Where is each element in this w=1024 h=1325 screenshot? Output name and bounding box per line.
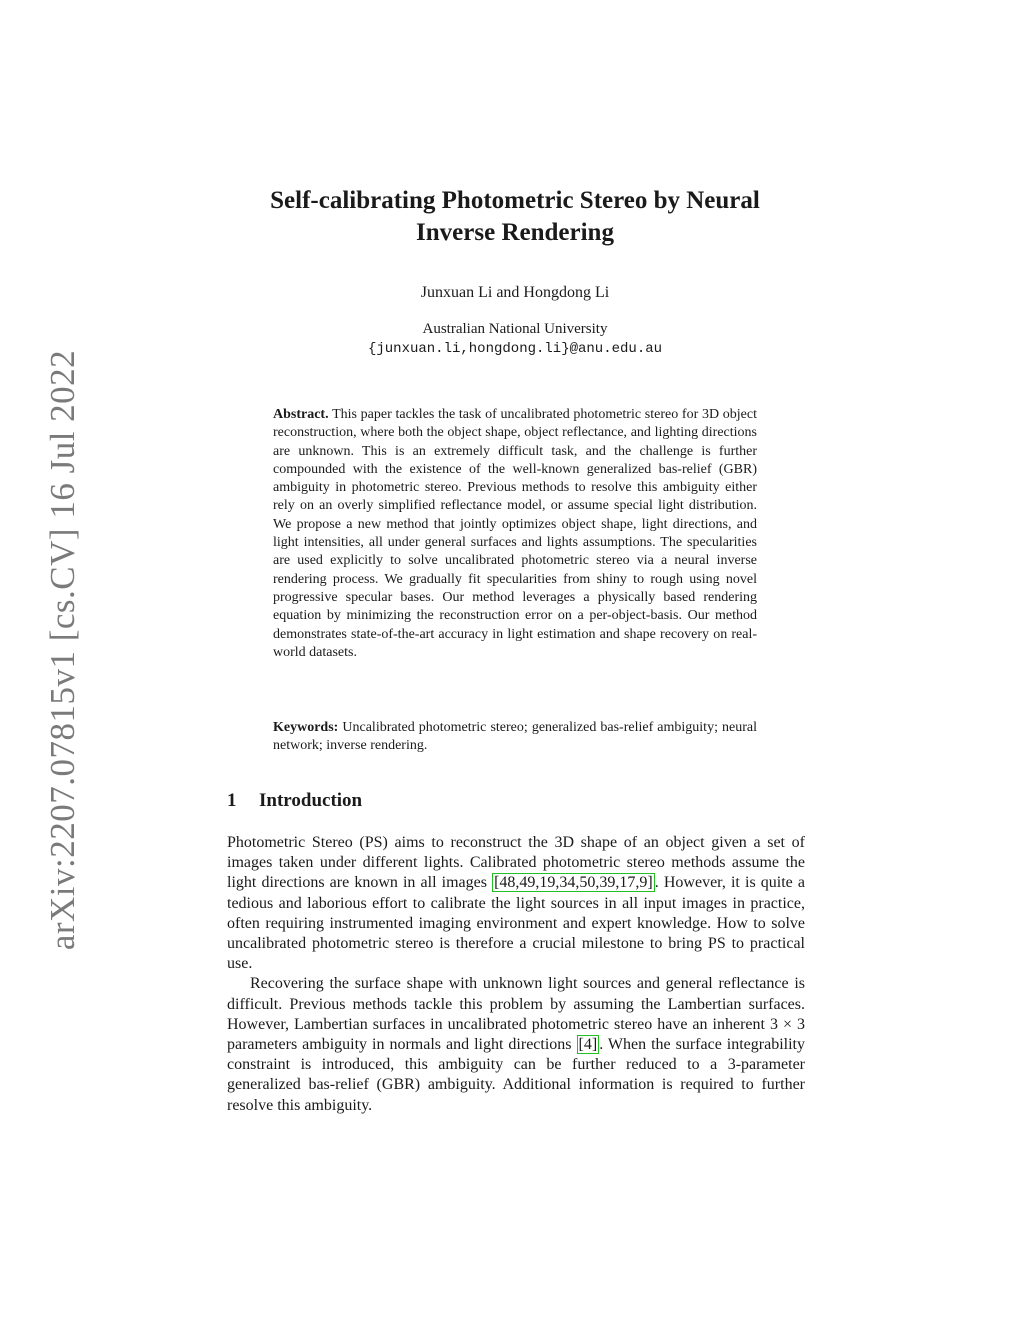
paper-title: [200, 185, 830, 249]
para1-text-b: . However, it is quite a tedious and laborious effort to calibrate the light sources in all input images in practice, often requiring instrumented imaging environment and expert knowledge. How to solve uncalibrated photometric stereo is therefore a crucial milestone to bring PS to practical use.: [227, 874, 805, 973]
title-line-2: Inverse Rendering: [416, 219, 614, 246]
body-text: [227, 833, 805, 1116]
abstract-label: Abstract.: [273, 407, 329, 422]
abstract: [273, 406, 757, 662]
keywords-text: Uncalibrated photometric stereo; generalized bas-relief ambiguity; neural network; inverse rendering.: [273, 720, 757, 754]
section-title: Introduction: [259, 790, 363, 811]
paragraph-1: [227, 833, 805, 974]
keywords-label: Keywords:: [273, 720, 339, 735]
paragraph-2: [227, 974, 805, 1115]
authors: Junxuan Li and Hongdong Li: [420, 284, 610, 301]
author-email: {junxuan.li,hongdong.li}@anu.edu.au: [367, 341, 663, 357]
para2-text-b: . When the surface integrability constraint is introduced, this ambiguity can be further reduced to a 3-parameter generalized bas-relief (GBR) ambiguity. Additional information is required to further resolve this ambiguity.: [227, 1036, 805, 1114]
affiliation: Australian National University: [422, 321, 608, 337]
arxiv-stamp: arXiv:2207.07815v1 [cs.CV] 16 Jul 2022: [43, 349, 82, 951]
affiliation-block: [200, 319, 830, 359]
para1-text-a: Photometric Stereo (PS) aims to reconstruct the 3D shape of an object given a set of images taken under different lights. Calibrated photometric stereo methods assume the light directions are known in all images: [227, 834, 805, 892]
para2-text-a: Recovering the surface shape with unknown light sources and general reflectance is difficult. Previous methods tackle this problem by assuming the Lambertian surfaces. However, Lambertian surfaces in uncalibrated photometric stereo have an inherent 3 × 3 parameters ambiguity in normals and light directions: [227, 975, 805, 1054]
citation-link[interactable]: [4]: [578, 1036, 598, 1054]
title-line-1: Self-calibrating Photometric Stereo by Neural: [270, 187, 760, 214]
section-heading: [227, 790, 362, 812]
abstract-text: This paper tackles the task of uncalibrated photometric stereo for 3D object reconstruction, where both the object shape, object reflectance, and lighting directions are unknown. This is an extremely difficult task, and the challenge is further compounded with the existence of the well-known generalized bas-relief (GBR) ambiguity in photometric stereo. Previous methods to resolve this ambiguity either rely on an overly simplified reflectance model, or assume special light distribution. We propose a new method that jointly optimizes object shape, light directions, and light intensities, all under general surfaces and lights assumptions. The specularities are used explicitly to solve uncalibrated photometric stereo via a neural inverse rendering process. We gradually fit specularities from shiny to rough using novel progressive specular bases. Our method leverages a physically based rendering equation by minimizing the reconstruction error on a per-object-basis. Our method demonstrates state-of-the-art accuracy in light estimation and shape recovery on real-world datasets.: [273, 407, 757, 660]
keywords: [273, 719, 757, 756]
citation-link[interactable]: [48,49,19,34,50,39,17,9]: [494, 874, 653, 892]
section-number: 1: [227, 790, 237, 811]
